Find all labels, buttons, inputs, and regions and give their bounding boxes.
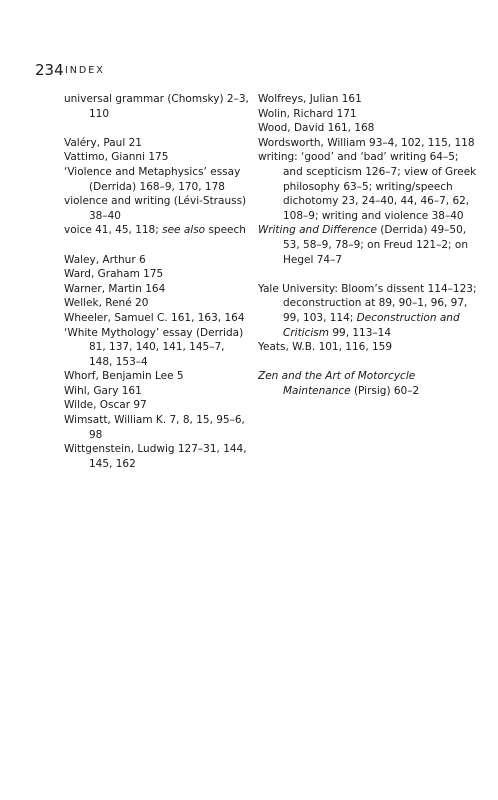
index-entry-text: Vattimo, Gianni 175	[64, 151, 169, 164]
index-entry-text: violence and writing (Lévi-Strauss) 38–40	[64, 195, 247, 222]
index-entry-text: Wilde, Oscar 97	[64, 399, 147, 412]
index-entry	[258, 369, 478, 398]
index-entry	[64, 136, 249, 151]
index-entry	[64, 223, 249, 238]
index-entry-italic: Deconstruction and Criticism	[283, 311, 460, 339]
entry-gap	[258, 267, 478, 282]
index-entry	[258, 121, 478, 136]
index-entry	[258, 223, 478, 267]
index-entry-text: Wood, David 161, 168	[258, 122, 375, 135]
index-entry	[64, 267, 249, 282]
index-entry	[64, 311, 249, 326]
index-entry	[64, 369, 249, 384]
index-entry-text: Wimsatt, William K. 7, 8, 15, 95–6, 98	[64, 414, 245, 441]
index-entry	[258, 136, 478, 151]
index-entry-text: Wittgenstein, Ludwig 127–31, 144, 145, 162	[64, 443, 247, 470]
index-entry-text: Waley, Arthur 6	[64, 253, 146, 266]
index-entry-text: Wheeler, Samuel C. 161, 163, 164	[64, 311, 245, 324]
index-entry	[64, 165, 249, 194]
entry-gap	[64, 238, 249, 253]
index-entry-text: Yeats, W.B. 101, 116, 159	[258, 341, 393, 354]
index-entry-text: Yale University: Bloom’s dissent 114–123; deconstruction at 89, 90–1, 96, 97, 99, 103, 114;	[258, 282, 477, 324]
running-head: INDEX	[65, 65, 105, 76]
index-entry	[64, 92, 249, 121]
entry-gap	[258, 355, 478, 370]
index-entry-text: 99, 113–14	[329, 326, 392, 339]
index-entry	[64, 150, 249, 165]
index-entry	[64, 384, 249, 399]
index-entry-italic: see also	[162, 224, 206, 237]
index-entry-italic: Writing and Difference	[258, 224, 377, 237]
index-entry-text: voice 41, 45, 118;	[64, 224, 163, 237]
index-entry	[258, 340, 478, 355]
index-entry-text: Valéry, Paul 21	[64, 136, 142, 149]
index-entry-text: Whorf, Benjamin Lee 5	[64, 370, 184, 383]
index-entry-text: Wolfreys, Julian 161	[258, 93, 362, 105]
index-entry-text: Wellek, René 20	[64, 297, 149, 310]
page-number: 234	[35, 61, 64, 79]
index-entry-text: (Pirsig) 60–2	[350, 384, 420, 397]
index-entry-text: Wordsworth, William 93–4, 102, 115, 118	[258, 136, 475, 149]
index-entry	[258, 107, 478, 122]
index-entry-text: universal grammar (Chomsky) 2–3, 110	[64, 93, 249, 120]
index-entry-text: speech	[205, 224, 246, 237]
index-entry	[64, 194, 249, 223]
index-entry	[258, 150, 478, 223]
index-entry	[258, 282, 478, 340]
index-entry	[64, 253, 249, 268]
index-entry-text: writing: ‘good’ and ‘bad’ writing 64–5; and scepticism 126–7; view of Greek philosophy 63–5; writing/speech dichotomy 23, 24–40, 44, 46–7, 62, 108–9; writing and violence 38–40	[258, 151, 477, 222]
entry-gap	[64, 121, 249, 136]
index-entry-text: Warner, Martin 164	[64, 282, 166, 295]
index-entry-text: Ward, Graham 175	[64, 268, 164, 281]
index-entry	[64, 413, 249, 442]
index-entry	[64, 296, 249, 311]
index-entry-text: ‘White Mythology’ essay (Derrida) 81, 137, 140, 141, 145–7, 148, 153–4	[64, 326, 244, 368]
index-entry-text: (Derrida) 49–50, 53, 58–9, 78–9; on Freud 121–2; on Hegel 74–7	[283, 224, 468, 266]
index-entry	[64, 282, 249, 297]
index-entry-italic: Zen and the Art of Motorcycle Maintenance	[258, 370, 416, 397]
index-column-left	[64, 92, 249, 471]
index-entry	[64, 442, 249, 471]
index-entry	[64, 398, 249, 413]
index-entry-text: Wihl, Gary 161	[64, 384, 142, 397]
index-column-right	[258, 92, 478, 398]
index-entry	[258, 92, 478, 107]
index-entry	[64, 326, 249, 370]
index-entry-text: Wolin, Richard 171	[258, 107, 357, 120]
index-entry-text: ‘Violence and Metaphysics’ essay (Derrida) 168–9, 170, 178	[64, 165, 241, 193]
